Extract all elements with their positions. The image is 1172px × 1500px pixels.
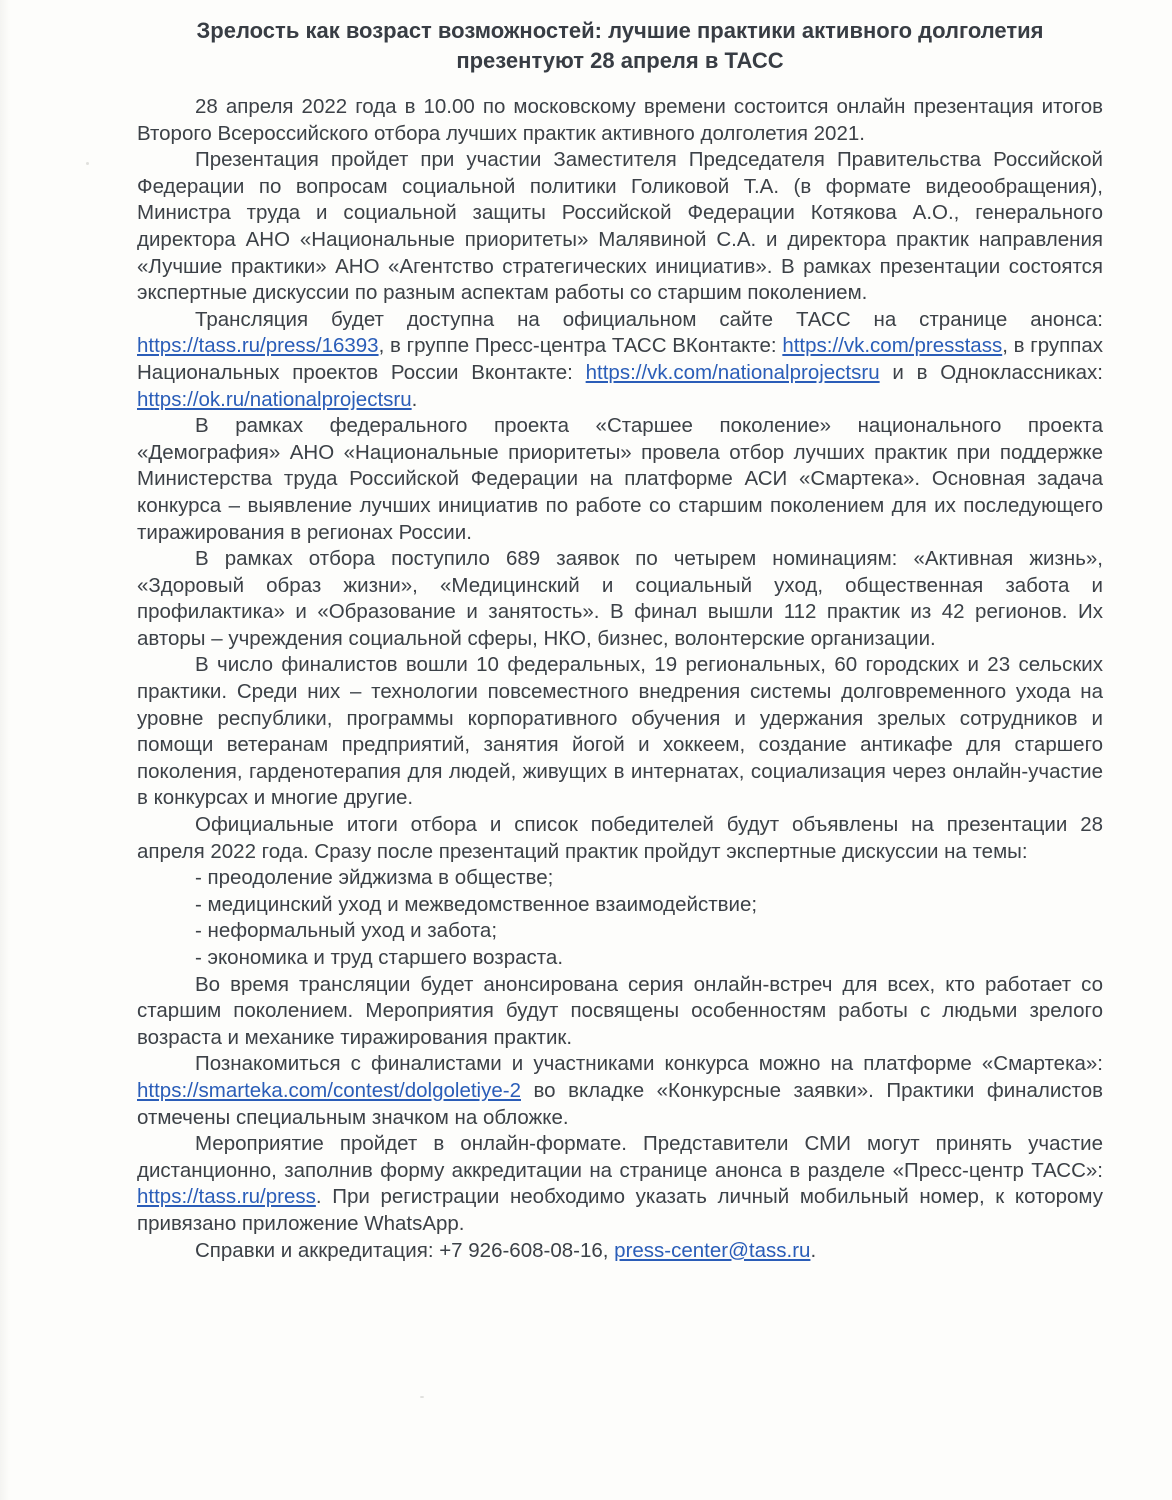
text-run: .	[810, 1238, 817, 1262]
text-run: - медицинский уход и межведомственное взаимодействие;	[195, 892, 758, 916]
text-run: В рамках федерального проекта «Старшее поколение» национального проекта «Демография» АНО «Национальные приоритеты» провела отбор лучших практик при поддержке Министерства труда Российской Федерации на платформе АСИ «Смартека». Основная задача конкурса – выявление лучших инициатив по работе со старшим поколением для их последующего тиражирования в регионах России.	[137, 414, 1103, 544]
paragraph	[137, 413, 1103, 546]
document-body	[137, 94, 1103, 1264]
text-run: , в группе Пресс-центра ТАСС ВКонтакте:	[378, 334, 783, 358]
paragraph	[137, 1051, 1103, 1131]
text-run: и в Одноклассниках:	[879, 360, 1103, 384]
document-content	[137, 16, 1103, 1264]
text-run: - преодоление эйджизма в обществе;	[195, 866, 554, 890]
paragraph	[137, 147, 1103, 307]
paragraph	[137, 1131, 1103, 1237]
text-run: Мероприятие пройдет в онлайн-формате. Представители СМИ могут принять участие дистанционно, заполнив форму аккредитации на странице анонса в разделе «Пресс-центр ТАСС»:	[137, 1132, 1103, 1182]
text-run: Официальные итоги отбора и список победителей будут объявлены на презентации 28 апреля 2022 года. Сразу после презентаций практик пройдут экспертные дискуссии на темы:	[137, 813, 1103, 863]
text-run: - экономика и труд старшего возраста.	[195, 946, 564, 969]
text-run: 28 апреля 2022 года в 10.00 по московскому времени состоится онлайн презентация итогов Второго Всероссийского отбора лучших практик активного долголетия 2021.	[137, 95, 1103, 145]
text-run: Во время трансляции будет анонсирована серия онлайн-встреч для всех, кто работает со старшим поколением. Мероприятия будут посвящены особенностям работы с людьми зрелого возраста и механике тиражирования практик.	[137, 972, 1103, 1049]
text-run: Трансляция будет доступна на официальном сайте ТАСС на странице анонса:	[195, 307, 1103, 331]
list-item	[137, 945, 1103, 972]
paragraph	[137, 307, 1103, 413]
list-item	[137, 892, 1103, 919]
paragraph	[137, 652, 1103, 812]
link[interactable]: https://smarteka.com/contest/dolgoletiye-2	[137, 1078, 521, 1102]
text-run: Познакомиться с финалистами и участниками конкурса можно на платформе «Смартека»:	[195, 1052, 1103, 1076]
scan-artifact	[86, 162, 89, 165]
paragraph	[137, 546, 1103, 652]
list-item	[137, 918, 1103, 945]
paragraph	[137, 94, 1103, 147]
scan-artifact	[420, 1396, 424, 1398]
text-run: во вкладке «Конкурсные заявки». Практики финалистов отмечены специальным значком на обложке.	[137, 1078, 1103, 1129]
link[interactable]: https://vk.com/presstass	[782, 334, 1003, 358]
document-title: Зрелость как возраст возможностей: лучшие практики активного долголетия презентуют 28 апреля в ТАСС	[196, 18, 1044, 73]
list-item	[137, 865, 1103, 892]
paragraph	[137, 1238, 1103, 1265]
text-run: Презентация пройдет при участии Заместителя Председателя Правительства Российской Федерации по вопросам социальной политики Голиковой Т.А. (в формате видеообращения), Министра труда и социальной защиты Российской Федерации Котякова А.О., генерального директора АНО «Национальные приоритеты» Малявиной С.А. и директора практик направления «Лучшие практики» АНО «Агентство стратегических инициатив». В рамках презентации состоятся экспертные дискуссии по разным аспектам работы со старшим поколением.	[137, 148, 1103, 305]
paragraph	[137, 812, 1103, 865]
text-run: , в группах Национальных проектов России Вконтакте:	[137, 334, 1103, 384]
text-run: .	[411, 387, 418, 411]
text-run: В число финалистов вошли 10 федеральных, 19 региональных, 60 городских и 23 сельских практики. Среди них – технологии повсеместного внедрения системы долговременного ухода на уровне республики, программы корпоративного обучения и удержания зрелых сотрудников и помощи ветеранам предприятий, занятия йогой и хоккеем, создание антикафе для старшего поколения, гарденотерапия для людей, живущих в интернатах, социализация через онлайн-участие в конкурсах и многие другие.	[137, 653, 1103, 810]
link[interactable]: https://ok.ru/nationalprojectsru	[137, 387, 412, 411]
paragraph	[137, 972, 1103, 1052]
text-run: . При регистрации необходимо указать личный мобильный номер, к которому привязано приложение WhatsApp.	[137, 1185, 1103, 1235]
text-run: Справки и аккредитация: +7 926-608-08-16,	[195, 1238, 615, 1262]
text-run: - неформальный уход и забота;	[195, 919, 498, 943]
link[interactable]: https://vk.com/nationalprojectsru	[585, 360, 880, 384]
link[interactable]: press-center@tass.ru	[614, 1238, 811, 1262]
link[interactable]: https://tass.ru/press	[137, 1185, 316, 1209]
text-run: В рамках отбора поступило 689 заявок по четырем номинациям: «Активная жизнь», «Здоровый образ жизни», «Медицинский и социальный уход, общественная забота и профилактика» и «Образование и занятость». В финал вышли 112 практик из 42 регионов. Их авторы – учреждения социальной сферы, НКО, бизнес, волонтерские организации.	[137, 547, 1103, 650]
link[interactable]: https://tass.ru/press/16393	[137, 334, 379, 358]
